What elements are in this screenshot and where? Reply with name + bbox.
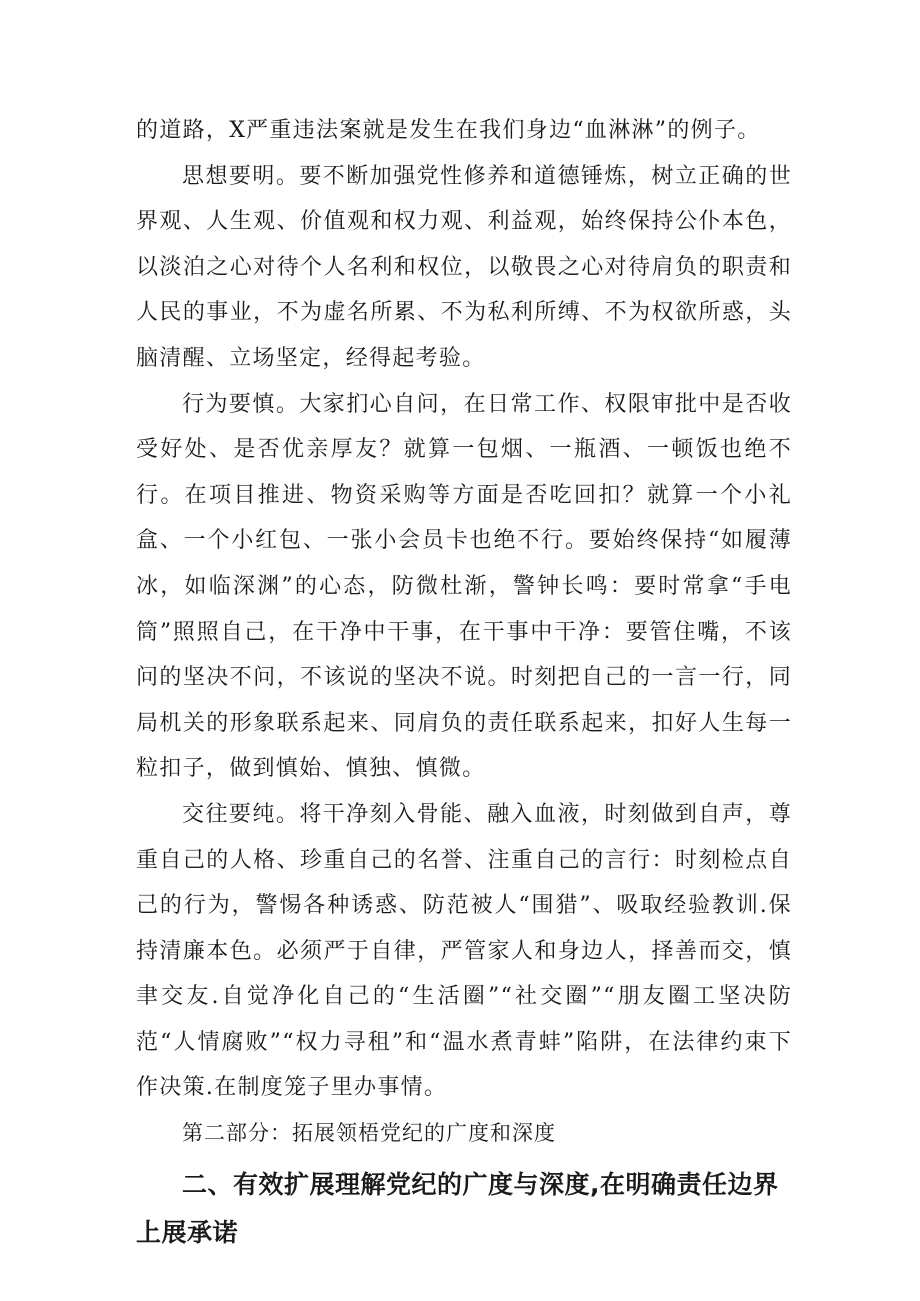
paragraph-association: 交往要纯。将干净刻入骨能、融入血液，时刻做到自声，尊重自己的人格、珍重自己的名誉、注重自己的言行：时刻检点自己的行为，警惕各种诱惑、防范被人“围猎”、吸取经验教训.保持清廉本色。必须严于自律，严管家人和身边人，择善而交，慎聿交友.自觉净化自己的“生活圈”“社交圈”“朋友圈工坚决防范“人情腐败”“权力寻租”和“温水煮青蚌”陷阱，在法律约束下作决策.在制度笼子里办事情。 [136, 801, 792, 1101]
paragraph-behavior: 行为要慎。大家扪心自问，在日常工作、权限审批中是否收受好处、是否优亲厚友？就算一包烟、一瓶酒、一顿饭也绝不行。在项目推进、物资采购等方面是否吃回扣？就算一个小礼盒、一个小红包、一张小会员卡也绝不行。要始终保持“如履薄冰，如临深渊”的心态，防微杜渐，警钟长鸣：要时常拿“手电筒”照照自己，在干净中干事，在干事中干净：要管住嘴，不该问的坚决不问，不该说的坚决不说。时刻把自己的一言一行，同局机关的形象联系起来、同肩负的责任联系起来，扣好人生每一粒扣子，做到慎始、慎独、慎微。 [136, 391, 792, 782]
document-body [136, 108, 792, 1257]
paragraph-thinking: 思想要明。要不断加强党性修养和道德锤炼，树立正确的世界观、人生观、价值观和权力观、利益观，始终保持公仆本色，以淡泊之心对待个人名利和权位，以敬畏之心对待肩负的职责和人民的事业，不为虚名所累、不为私利所缚、不为权欲所惑，头脑清醒、立场坚定，经得起考验。 [136, 163, 792, 371]
section-label: 第二部分：拓展领梧党纪的广度和深度 [182, 1121, 556, 1146]
section-heading: 二、有效扩展理解党纪的广度与深度,在明确责任边界上展承诺 [136, 1169, 779, 1247]
paragraph-continuation: 的道路，X严重违法案就是发生在我们身边“血淋淋”的例子。 [136, 118, 761, 143]
